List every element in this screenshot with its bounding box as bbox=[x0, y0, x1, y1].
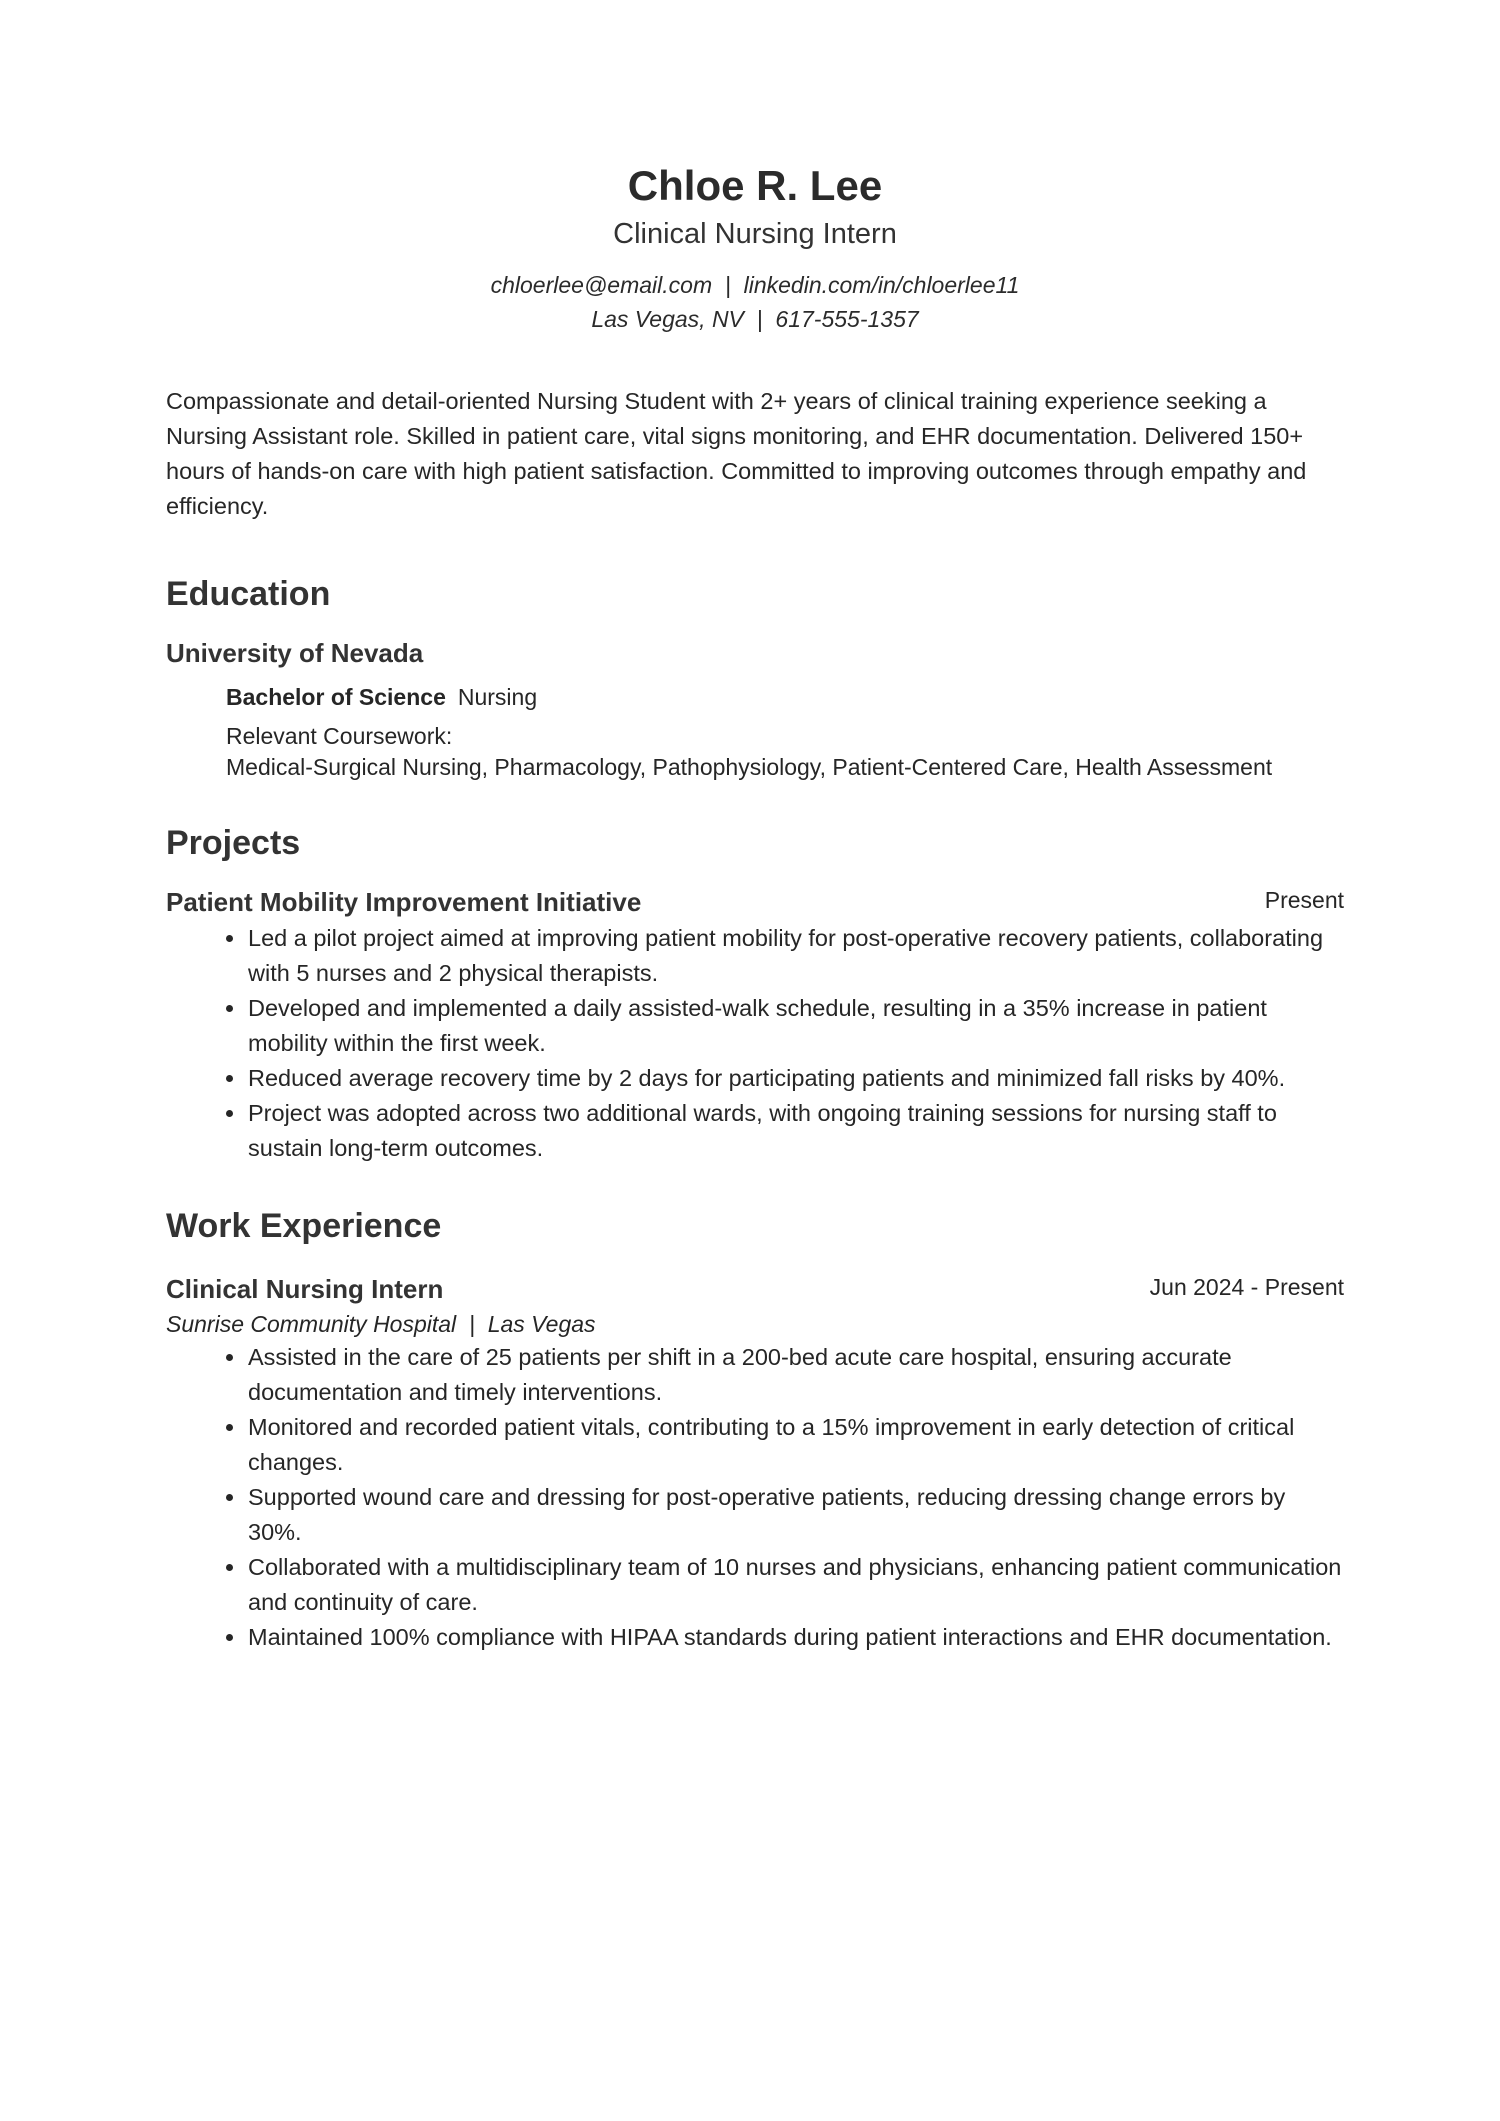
list-item: Developed and implemented a daily assisted-walk schedule, resulting in a 35% increase in patient mobility within the first week. bbox=[224, 991, 1344, 1061]
degree-name: Bachelor of Science bbox=[226, 684, 446, 710]
work-entry-header bbox=[166, 1270, 1344, 1308]
candidate-name: Chloe R. Lee bbox=[627, 162, 883, 209]
resume-page bbox=[166, 150, 1344, 1655]
list-item: Supported wound care and dressing for post-operative patients, reducing dressing change errors by 30%. bbox=[224, 1480, 1344, 1550]
section-heading-education: Education bbox=[166, 575, 331, 613]
resume-header bbox=[166, 160, 1344, 336]
list-item: Reduced average recovery time by 2 days for participating patients and minimized fall risks by 40%. bbox=[224, 1061, 1344, 1096]
contact-line-location-phone: Las Vegas, NV | 617-555-1357 bbox=[591, 306, 919, 332]
job-title: Clinical Nursing Intern bbox=[166, 1274, 444, 1304]
section-heading-projects: Projects bbox=[166, 824, 301, 862]
coursework-list: Medical-Surgical Nursing, Pharmacology, Pathophysiology, Patient-Centered Care, Health Assessment bbox=[226, 754, 1273, 780]
section-heading-work-experience: Work Experience bbox=[166, 1207, 442, 1245]
education-details bbox=[226, 682, 1344, 783]
list-item: Monitored and recorded patient vitals, contributing to a 15% improvement in early detection of critical changes. bbox=[224, 1410, 1344, 1480]
list-item: Collaborated with a multidisciplinary team of 10 nurses and physicians, enhancing patient communication and continuity of care. bbox=[224, 1550, 1344, 1620]
contact-info bbox=[166, 268, 1344, 336]
project-entry bbox=[166, 883, 1344, 1166]
project-date: Present bbox=[1264, 887, 1344, 913]
list-item: Project was adopted across two additional wards, with ongoing training sessions for nursing staff to sustain long-term outcomes. bbox=[224, 1096, 1344, 1166]
coursework-label: Relevant Coursework: bbox=[226, 723, 453, 749]
professional-summary: Compassionate and detail-oriented Nursing Student with 2+ years of clinical training experience seeking a Nursing Assistant role. Skilled in patient care, vital signs monitoring, and EHR documentation. Delivered 150+ hours of hands-on care with high patient satisfaction. Committed to improving outcomes through empathy and efficiency. bbox=[166, 388, 1307, 519]
degree-field: Nursing bbox=[457, 684, 538, 710]
list-item: Assisted in the care of 25 patients per shift in a 200-bed acute care hospital, ensuring accurate documentation and timely interventions. bbox=[224, 1340, 1344, 1410]
candidate-title: Clinical Nursing Intern bbox=[613, 218, 897, 250]
list-item: Maintained 100% compliance with HIPAA standards during patient interactions and EHR documentation. bbox=[224, 1620, 1344, 1655]
employer-location: Sunrise Community Hospital | Las Vegas bbox=[166, 1311, 596, 1337]
project-bullet-list bbox=[166, 921, 1344, 1166]
work-entry bbox=[166, 1270, 1344, 1655]
education-institution: University of Nevada bbox=[166, 638, 424, 668]
job-date: Jun 2024 - Present bbox=[1149, 1274, 1344, 1300]
degree-line bbox=[226, 682, 1344, 713]
project-entry-header bbox=[166, 883, 1344, 921]
project-title: Patient Mobility Improvement Initiative bbox=[166, 887, 642, 917]
work-bullet-list bbox=[166, 1340, 1344, 1655]
list-item: Led a pilot project aimed at improving patient mobility for post-operative recovery patients, collaborating with 5 nurses and 2 physical therapists. bbox=[224, 921, 1344, 991]
contact-line-email-linkedin: chloerlee@email.com | linkedin.com/in/chloerlee11 bbox=[490, 272, 1020, 298]
